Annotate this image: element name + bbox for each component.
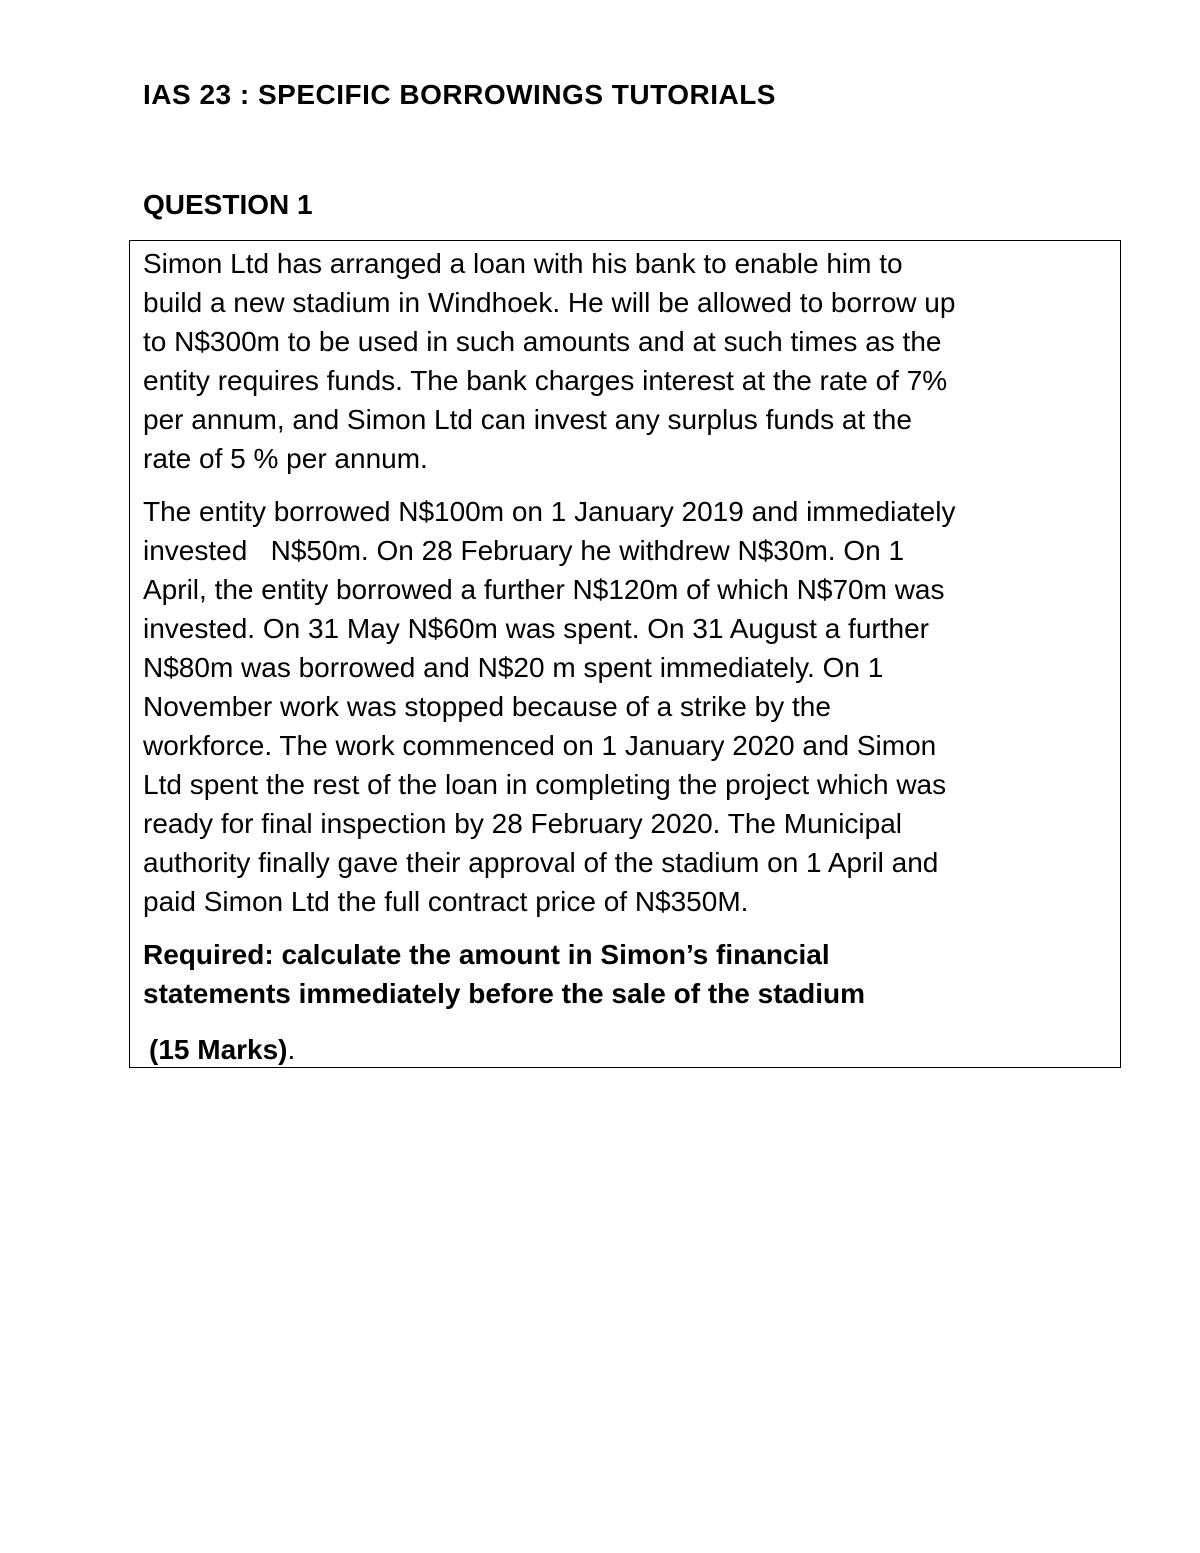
loan-arrangement-paragraph [143,244,955,478]
marks-suffix: . [287,1034,296,1065]
paragraph-line: build a new stadium in Windhoek. He will be allowed to borrow up [143,287,956,318]
paragraph-line: entity requires funds. The bank charges interest at the rate of 7% [143,365,948,396]
borrowing-events-paragraph [143,492,955,921]
required-line: Required: calculate the amount in Simon’s financial [143,939,830,970]
marks-allocation [149,1030,295,1069]
paragraph-line: April, the entity borrowed a further N$120m of which N$70m was [143,574,945,605]
document-title: IAS 23 : SPECIFIC BORROWINGS TUTORIALS [143,79,776,110]
required-statement [143,935,865,1013]
paragraph-line: to N$300m to be used in such amounts and at such times as the [143,326,942,357]
paragraph-line: Ltd spent the rest of the loan in completing the project which was [143,769,947,800]
question-heading: QUESTION 1 [143,189,313,220]
marks-value: (15 Marks) [149,1034,288,1065]
paragraph-line: authority finally gave their approval of the stadium on 1 April and [143,847,939,878]
paragraph-line: rate of 5 % per annum. [143,443,428,474]
paragraph-line: The entity borrowed N$100m on 1 January 2019 and immediately [143,496,956,527]
paragraph-line: per annum, and Simon Ltd can invest any surplus funds at the [143,404,912,435]
paragraph-line: ready for final inspection by 28 February 2020. The Municipal [143,808,903,839]
required-line: statements immediately before the sale of the stadium [143,978,865,1009]
paragraph-line: Simon Ltd has arranged a loan with his bank to enable him to [143,248,903,279]
paragraph-line: paid Simon Ltd the full contract price of N$350M. [143,886,749,917]
paragraph-line: N$80m was borrowed and N$20 m spent immediately. On 1 [143,652,884,683]
paragraph-line: workforce. The work commenced on 1 January 2020 and Simon [143,730,937,761]
paragraph-line: invested. On 31 May N$60m was spent. On 31 August a further [143,613,929,644]
paragraph-line: invested N$50m. On 28 February he withdrew N$30m. On 1 [143,535,905,566]
paragraph-line: November work was stopped because of a strike by the [143,691,831,722]
question-box [129,240,1121,1068]
